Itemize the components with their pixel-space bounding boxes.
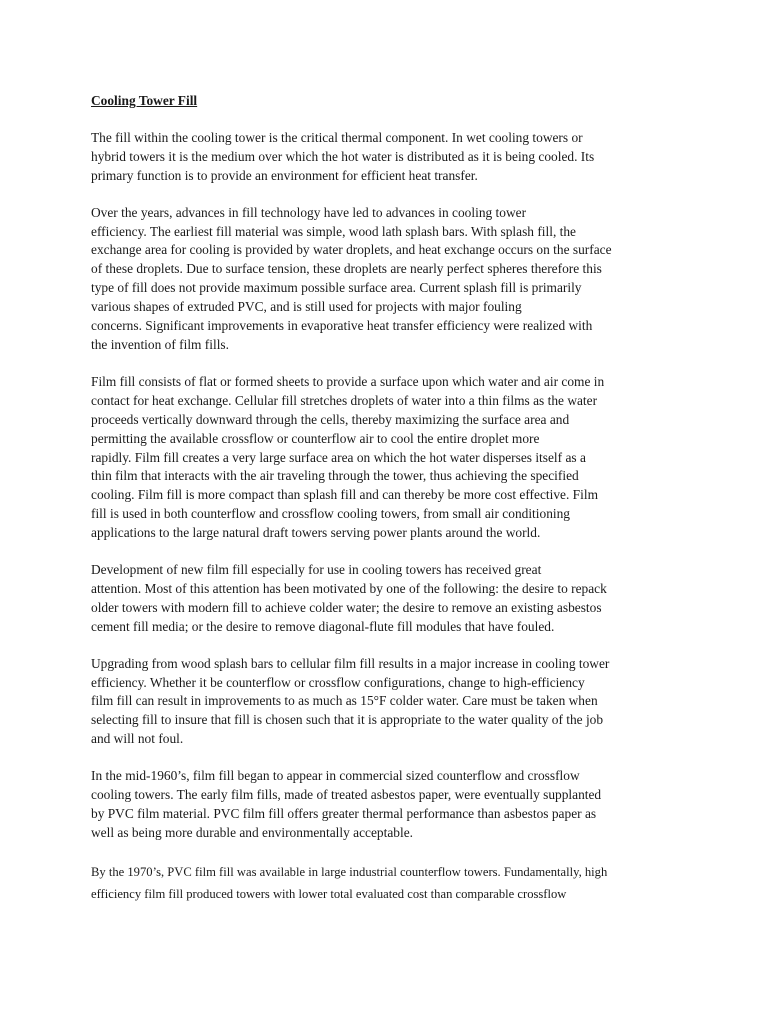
text-line: permitting the available crossflow or counterflow air to cool the entire droplet more xyxy=(91,430,540,446)
text-line: concerns. Significant improvements in evaporative heat transfer efficiency were realized with xyxy=(91,318,593,334)
text-line: older towers with modern fill to achieve colder water; the desire to remove an existing asbestos xyxy=(91,599,602,615)
text-line: Over the years, advances in fill technology have led to advances in cooling tower xyxy=(91,204,527,220)
text-line: cooling. Film fill is more compact than splash fill and can thereby be more cost effective. Film xyxy=(91,487,598,503)
text-line: by PVC film material. PVC film fill offers greater thermal performance than asbestos paper as xyxy=(91,806,597,821)
text-line: of these droplets. Due to surface tension, these droplets are nearly perfect spheres therefore this xyxy=(91,261,602,277)
text-line: By the 1970’s, PVC film fill was available in large industrial counterflow towers. Fundamentally, high xyxy=(91,864,608,879)
text-line: primary function is to provide an environment for efficient heat transfer. xyxy=(91,167,478,183)
text-line: the invention of film fills. xyxy=(91,336,229,352)
text-line: rapidly. Film fill creates a very large surface area on which the hot water disperses itself as a xyxy=(91,449,586,465)
text-line: film fill can result in improvements to as much as 15°F colder water. Care must be taken when xyxy=(91,693,598,709)
text-line: The fill within the cooling tower is the critical thermal component. In wet cooling towers or xyxy=(91,129,583,145)
text-line: well as being more durable and environmentally acceptable. xyxy=(91,824,413,840)
text-line: exchange area for cooling is provided by water droplets, and heat exchange occurs on the surface xyxy=(91,242,612,258)
text-line: cement fill media; or the desire to remove diagonal-flute fill modules that have fouled. xyxy=(91,618,555,634)
text-line: thin film that interacts with the air traveling through the tower, thus achieving the specified xyxy=(91,468,579,484)
text-line: contact for heat exchange. Cellular fill stretches droplets of water into a thin films as the water xyxy=(91,392,598,408)
text-line: Film fill consists of flat or formed sheets to provide a surface upon which water and air come in xyxy=(91,373,605,389)
paragraph-mid-1960s xyxy=(91,767,688,843)
text-line: hybrid towers it is the medium over which the hot water is distributed as it is being cooled. Its xyxy=(91,148,595,164)
text-line: applications to the large natural draft towers serving power plants around the world. xyxy=(91,525,541,541)
text-line: various shapes of extruded PVC, and is still used for projects with major fouling xyxy=(91,299,522,315)
paragraph-development xyxy=(91,561,688,637)
text-line: selecting fill to insure that fill is chosen such that it is appropriate to the water quality of the job xyxy=(91,712,604,728)
paragraph-1970s xyxy=(91,861,688,905)
text-line: and will not foul. xyxy=(91,731,184,747)
text-line: Development of new film fill especially for use in cooling towers has received great xyxy=(91,562,542,578)
paragraph-fill-intro xyxy=(91,129,688,186)
text-line: efficiency. Whether it be counterflow or crossflow configurations, change to high-efficiency xyxy=(91,674,585,690)
text-line: Upgrading from wood splash bars to cellular film fill results in a major increase in cooling tower xyxy=(91,655,610,671)
text-line: efficiency. The earliest fill material was simple, wood lath splash bars. With splash fill, the xyxy=(91,223,576,239)
document-title: Cooling Tower Fill xyxy=(91,93,198,108)
text-line: attention. Most of this attention has been motivated by one of the following: the desire to repack xyxy=(91,580,607,596)
text-line: efficiency film fill produced towers with lower total evaluated cost than comparable crossflow xyxy=(91,886,567,901)
paragraph-fill-history xyxy=(91,204,688,355)
text-line: fill is used in both counterflow and crossflow cooling towers, from small air conditioning xyxy=(91,506,571,522)
text-line: cooling towers. The early film fills, made of treated asbestos paper, were eventually supplanted xyxy=(91,787,602,803)
paragraph-film-fill xyxy=(91,373,688,543)
text-line: In the mid-1960’s, film fill began to appear in commercial sized counterflow and crossflow xyxy=(91,768,580,784)
text-line: proceeds vertically downward through the cells, thereby maximizing the surface area and xyxy=(91,411,570,427)
paragraph-upgrading xyxy=(91,655,688,750)
text-line: type of fill does not provide maximum possible surface area. Current splash fill is primarily xyxy=(91,280,582,296)
